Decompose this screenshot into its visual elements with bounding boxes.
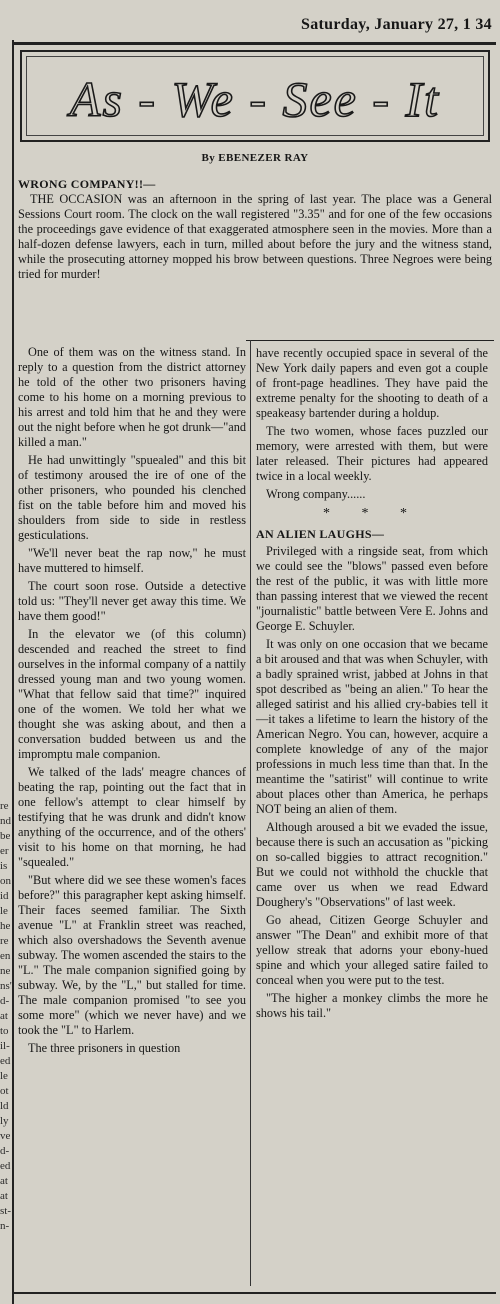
byline: By EBENEZER RAY xyxy=(201,152,309,164)
column-masthead xyxy=(20,50,490,142)
bottom-rule xyxy=(14,1292,496,1294)
adjacent-column-fragment: at xyxy=(0,1190,8,1202)
adjacent-column-fragment: le xyxy=(0,905,8,917)
adjacent-column-fragment: d- xyxy=(0,1145,10,1157)
section-heading-alien-laughs: AN ALIEN LAUGHS— xyxy=(256,527,385,541)
adjacent-column-fragment: st- xyxy=(0,1205,11,1217)
adjacent-column-fragment: is xyxy=(0,860,8,872)
article-paragraph: "The higher a monkey climbs the more he shows his tail." xyxy=(256,991,488,1020)
adjacent-column-fragment: nd xyxy=(0,815,11,827)
article-paragraph: Go ahead, Citizen George Schuyler and answer "The Dean" and exhibit more of that yellow streak that adorns your ebony-hued spine and which your alleged satire failed to conceal when you were put to the test. xyxy=(256,913,488,987)
adjacent-column-fragment: on xyxy=(0,875,11,887)
article-paragraph: The court soon rose. Outside a detective told us: "They'll never get away this time. We have them good!" xyxy=(18,579,246,623)
article-paragraph: In the elevator we (of this column) descended and reached the street to find ourselves in the informal company of a nattily dressed young man and two young women. "What that fellow said that time?" inquired one of the women. We told her what we thought she was asking about, and then a conversation budded between us and the impromptu male companion. xyxy=(18,627,246,761)
article-paragraph: "But where did we see these women's faces before?" this paragrapher kept asking himself. Their faces seemed familiar. The Sixth avenue "L" at Franklin street was reached, which also overshadows the Seventh avenue subway. The women ascended the stairs to the "L." The male companion signified going by subway. We, by the "L," but stalled for time. The male companion promised "to see you some more" (which we never have) and we took the "L" to Harlem. xyxy=(18,873,246,1037)
adjacent-column-fragment: en xyxy=(0,950,11,962)
article-paragraph: "We'll never beat the rap now," he must have muttered to himself. xyxy=(18,546,246,575)
adjacent-column-fragment: re xyxy=(0,800,9,812)
dateline: Saturday, January 27, 1 34 xyxy=(301,16,492,33)
article-paragraph: The two women, whose faces puzzled our memory, were arrested with them, but were later released. Their pictures had appeared twice in a local weekly. xyxy=(256,424,488,483)
article-paragraph: He had unwittingly "spuealed" and this bit of testimony aroused the ire of one of the other prisoners, who pounded his clenched fist on the table before him and moved his shoulders from side to side in restless gesticulations. xyxy=(18,453,246,542)
article-paragraph: Although aroused a bit we evaded the issue, because there is such an accusation as "picking on so-called biggies to attract recognition." But we could not withhold the chuckle that came over us when we read Edward Doughery's "Observations" of last week. xyxy=(256,820,488,909)
adjacent-column-fragment: to xyxy=(0,1025,9,1037)
masthead-title: As - We - See - It xyxy=(69,71,441,127)
adjacent-column-fragment: ve xyxy=(0,1130,11,1142)
adjacent-column-fragment: ns' xyxy=(0,980,12,992)
section-divider-stars: * * * xyxy=(323,506,421,521)
adjacent-column-fragment: ot xyxy=(0,1085,9,1097)
lead-paragraph: THE OCCASION was an afternoon in the spring of last year. The place was a General Sessions Court room. The clock on the wall registered "3.35" and for one of the few occasions the proceedings gave evidence of that exaggerated atmosphere seen in the movies. More than a half-dozen defense lawyers, each in turn, milled about before the jury and the witness stand, while the prosecuting attorney mopped his brow between questions. Three Negroes were being tried for murder! xyxy=(18,192,492,281)
article-paragraph: have recently occupied space in several of the New York daily papers and even got a couple of front-page headlines. They have paid the extreme penalty for the shooting to death of a speakeasy bartender during a holdup. xyxy=(256,346,488,420)
article-paragraph: We talked of the lads' meagre chances of beating the rap, pointing out the fact that in one fellow's attempt to clear himself by testifying that he was drunk and didn't know anything of the occurrence, and of the others' visit to his home on that morning, he had "squealed." xyxy=(18,765,246,869)
article-paragraph: Wrong company...... xyxy=(266,487,366,501)
article-paragraph: It was only on one occasion that we became a bit aroused and that was when Schuyler, with a badly sprained wrist, jabbed at Johns in that spot described as "being an alien." To hear the alleged satirist and his allied cry-babies tell it—it takes a lifetime to learn the history of the American Negro. You can, however, acquire a complete knowledge of any of the major professions in much less time than that. In the meantime the "satirist" will continue to write about places other than America, he perhaps NOT being an alien of them. xyxy=(256,637,488,816)
adjacent-column-fragment: at xyxy=(0,1175,8,1187)
adjacent-column-fragment: d- xyxy=(0,995,10,1007)
adjacent-column-fragments xyxy=(0,40,12,1304)
adjacent-column-fragment: id xyxy=(0,890,9,902)
adjacent-column-fragment: re xyxy=(0,935,9,947)
adjacent-column-fragment: ed xyxy=(0,1160,11,1172)
adjacent-column-fragment: le xyxy=(0,1070,8,1082)
column-split-rule xyxy=(246,340,494,341)
column-divider xyxy=(250,340,251,1286)
article-paragraph: Privileged with a ringside seat, from which we could see the "blows" passed even before the rest of the public, it was with little more than passing interest that we viewed the recent "journalistic" battle between Vere E. Johns and George E. Schuyler. xyxy=(256,544,488,633)
adjacent-column-fragment: n- xyxy=(0,1220,10,1232)
lead-paragraph-block xyxy=(18,177,492,282)
article-paragraph: The three prisoners in question xyxy=(28,1041,181,1055)
top-rule xyxy=(14,42,496,45)
adjacent-column-fragment: at xyxy=(0,1010,8,1022)
adjacent-column-fragment: er xyxy=(0,845,9,857)
adjacent-column-fragment: il- xyxy=(0,1040,10,1052)
adjacent-column-fragment: ld xyxy=(0,1100,9,1112)
left-column xyxy=(18,345,246,1059)
adjacent-column-fragment: ne xyxy=(0,965,11,977)
article-paragraph: One of them was on the witness stand. In reply to a question from the district attorney he told of the other two prisoners having come to his home on a morning previous to his arrest and told him that he and they were out the night before when he got drunk—"and killed a man." xyxy=(18,345,246,449)
right-column xyxy=(256,346,488,1024)
adjacent-column-fragment: ly xyxy=(0,1115,9,1127)
adjacent-column-fragment: he xyxy=(0,920,11,932)
adjacent-column-fragment: ed xyxy=(0,1055,11,1067)
section-heading-wrong-company: WRONG COMPANY!!— xyxy=(18,177,156,191)
adjacent-column-fragment: be xyxy=(0,830,11,842)
